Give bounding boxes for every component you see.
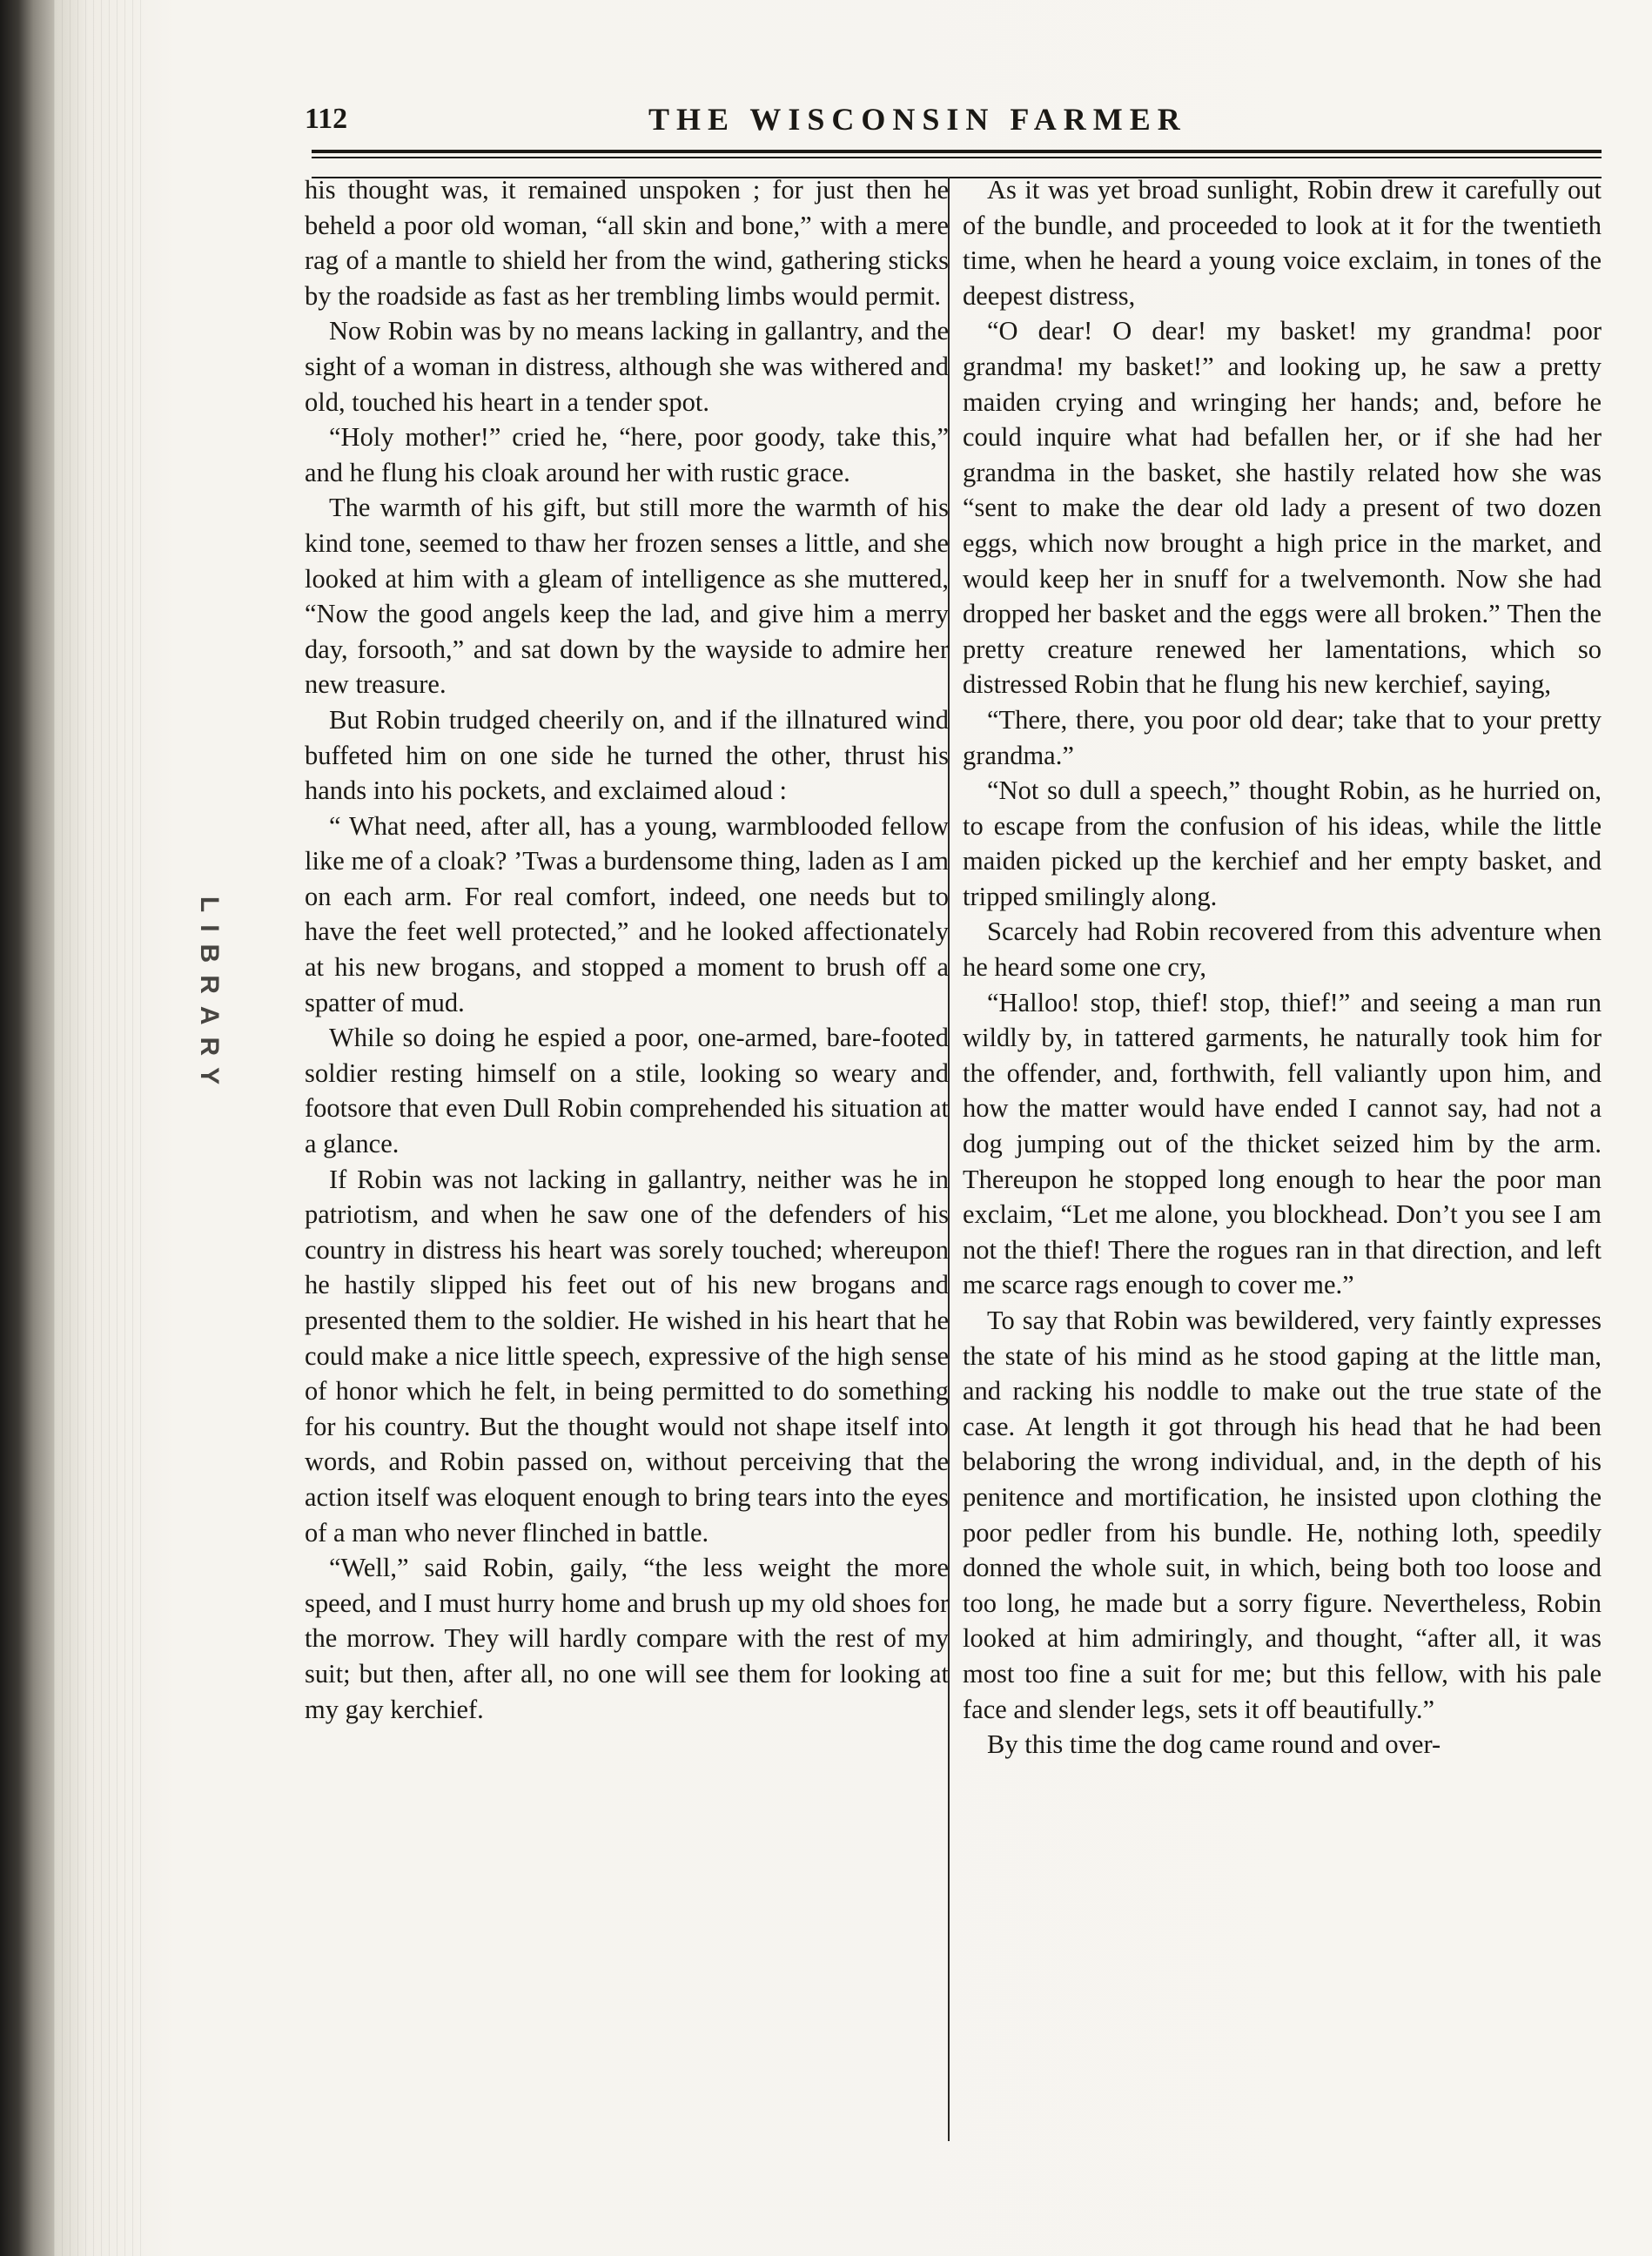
running-header [305, 97, 1602, 146]
paragraph: But Robin trudged cheerily on, and if the illnatured wind buffeted him on one side he turned the other, thrust his hands into his pockets, and exclaimed aloud : [305, 704, 949, 806]
paragraph: As it was yet broad sunlight, Robin drew it carefully out of the bundle, and proceeded to look at it for the twentieth time, when he heard a young voice exclaim, in tones of the deepest distress, [963, 175, 1602, 311]
paragraph: “There, there, you poor old dear; take that to your pretty grandma.” [963, 704, 1602, 770]
paragraph: his thought was, it remained unspoken ; for just then he beheld a poor old woman, “all skin and bone,” with a mere rag of a mantle to shield her from the wind, gathering sticks by the roadside as fast as her trembling limbs would permit. [305, 175, 949, 311]
paragraph: “ What need, after all, has a young, warmblooded fellow like me of a cloak? ’Twas a burdensome thing, laden as I am on each arm. For real comfort, indeed, one needs but to have the feet well protected,” and he looked affectionately at his new brogans, and stopped a moment to brush off a spatter of mud. [305, 810, 949, 1017]
left-text-column [305, 172, 949, 1727]
running-title: THE WISCONSIN FARMER [648, 102, 1187, 137]
paragraph: While so doing he espied a poor, one-armed, bare-footed soldier resting himself on a stile, looking so weary and footsore that even Dull Robin comprehended his situation at a glance. [305, 1023, 949, 1159]
paragraph: The warmth of his gift, but still more the warmth of his kind tone, seemed to thaw her frozen senses a little, and she looked at him with a gleam of intelligence as she muttered, “Now the good angels keep the lad, and give him a merry day, forsooth,” and sat down by the wayside to admire her new treasure. [305, 493, 949, 700]
page-number: 112 [305, 103, 348, 135]
right-text-column [963, 172, 1602, 1762]
paragraph: If Robin was not lacking in gallantry, neither was he in patriotism, and when he saw one of the defenders of his country in distress his heart was sorely touched; whereupon he hastily slipped his feet out of his new brogans and presented them to the soldier. He wished in his heart that he could make a nice little speech, expressive of the high sense of honor which he felt, in being permitted to do something for his country. But the thought would not shape itself into words, and Robin passed on, without perceiving that the action itself was eloquent enough to bring tears into the eyes of a man who never flinched in battle. [305, 1164, 949, 1548]
paragraph: “Well,” said Robin, gaily, “the less weight the more speed, and I must hurry home and brush up my old shoes for the morrow. They will hardly compare with the rest of my suit; but then, after all, no one will see them for looking at my gay kerchief. [305, 1553, 949, 1724]
page-gutter-edges [54, 0, 141, 2256]
paragraph: Scarcely had Robin recovered from this adventure when he heard some one cry, [963, 916, 1602, 983]
paragraph: “Halloo! stop, thief! stop, thief!” and seeing a man run wildly by, in tattered garments, he naturally took him for the offender, and, forthwith, fell valiantly upon him, and how the matter would have ended I cannot say, had not a dog jumping out of the thicket seized him by the arm. Thereupon he stopped long enough to hear the poor man exclaim, “Let me alone, you blockhead. Don’t you see I am not the thief! There the rogues ran in that direction, and left me scarce rags enough to cover me.” [963, 987, 1602, 1300]
paragraph: “Holy mother!” cried he, “here, poor goody, take this,” and he flung his cloak around her with rustic grace. [305, 422, 949, 487]
paragraph: Now Robin was by no means lacking in gallantry, and the sight of a woman in distress, although she was withered and old, touched his heart in a tender spot. [305, 316, 949, 417]
header-rule-thin [312, 157, 1602, 158]
library-stamp [191, 896, 226, 1098]
paragraph: “Not so dull a speech,” thought Robin, as he hurried on, to escape from the confusion of his ideas, while the little maiden picked up the kerchief and her empty basket, and tripped smilingly along. [963, 776, 1602, 911]
header-rule-thick [312, 150, 1602, 153]
library-stamp-text: LIBRARY [195, 896, 224, 1098]
paragraph: By this time the dog came round and over- [987, 1729, 1441, 1760]
paragraph: To say that Robin was bewildered, very faintly expresses the state of his mind as he stood gaping at the little man, and racking his noddle to make out the true state of the case. At length it got through his head that he had been belaboring the wrong individual, and, in the depth of his penitence and mortification, he insisted upon clothing the poor pedler from his bundle. He, nothing loth, speedily donned the whole suit, in which, being both too loose and too long, he made but a sorry figure. Nevertheless, Robin looked at him admiringly, and thought, “after all, it was most too fine a suit for me; but this fellow, with his pale face and slender legs, sets it off beautifully.” [963, 1306, 1602, 1724]
book-binding-shadow [0, 0, 61, 2256]
paragraph: “O dear! O dear! my basket! my grandma! poor grandma! my basket!” and looking up, he saw a pretty maiden crying and wringing her hands; and, before he could inquire what had befallen her, or if she had her grandma in the basket, she hastily related how she was “sent to make the dear old lady a present of two dozen eggs, which now brought a high price in the market, and would keep her in snuff for a twelvemonth. Now she had dropped her basket and the eggs were all broken.” Then the pretty creature renewed her lamentations, which so distressed Robin that he flung his new kerchief, saying, [963, 316, 1602, 700]
